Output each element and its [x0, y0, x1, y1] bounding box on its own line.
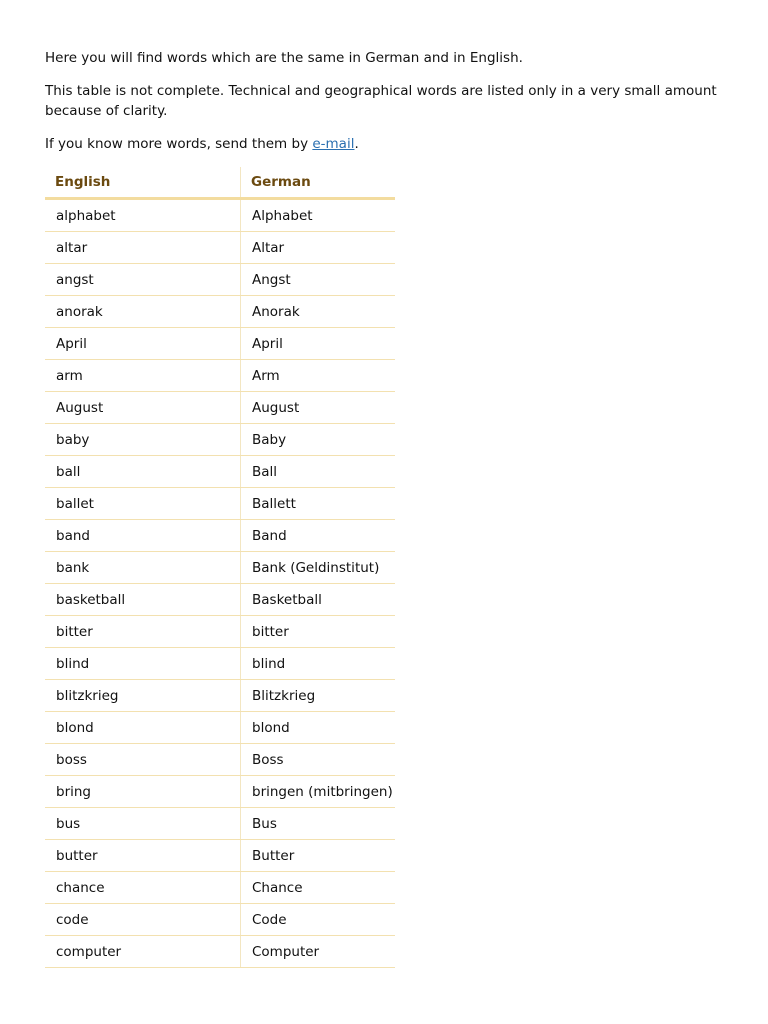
english-word-cell: basketball	[45, 584, 241, 616]
table-row	[45, 904, 395, 936]
intro-paragraph: Here you will find words which are the same in German and in English.	[45, 50, 523, 66]
table-row	[45, 424, 395, 456]
table-row	[45, 552, 395, 584]
contact-paragraph	[45, 134, 735, 154]
german-word-cell: bringen (mitbringen)	[241, 776, 396, 808]
table-row	[45, 808, 395, 840]
table-row	[45, 488, 395, 520]
table-row	[45, 872, 395, 904]
english-word-cell: alphabet	[45, 199, 241, 232]
english-word-cell: computer	[45, 936, 241, 968]
german-word-cell: bitter	[241, 616, 396, 648]
german-word-cell: blond	[241, 712, 396, 744]
contact-suffix: .	[354, 136, 359, 152]
english-word-cell: butter	[45, 840, 241, 872]
table-row	[45, 232, 395, 264]
german-word-cell: Ballett	[241, 488, 396, 520]
english-word-cell: band	[45, 520, 241, 552]
german-word-cell: Anorak	[241, 296, 396, 328]
table-row	[45, 456, 395, 488]
table-row	[45, 776, 395, 808]
english-word-cell: code	[45, 904, 241, 936]
english-word-cell: bitter	[45, 616, 241, 648]
english-word-cell: ball	[45, 456, 241, 488]
german-word-cell: Ball	[241, 456, 396, 488]
german-word-cell: Arm	[241, 360, 396, 392]
german-word-cell: April	[241, 328, 396, 360]
english-word-cell: altar	[45, 232, 241, 264]
contact-text: If you know more words, send them by	[45, 136, 313, 152]
table-row	[45, 936, 395, 968]
german-word-cell: Chance	[241, 872, 396, 904]
german-word-cell: Boss	[241, 744, 396, 776]
english-word-cell: baby	[45, 424, 241, 456]
german-word-cell: August	[241, 392, 396, 424]
english-word-cell: chance	[45, 872, 241, 904]
table-row	[45, 648, 395, 680]
english-word-cell: blind	[45, 648, 241, 680]
english-word-cell: blitzkrieg	[45, 680, 241, 712]
table-row	[45, 840, 395, 872]
german-word-cell: Alphabet	[241, 199, 396, 232]
header-english: English	[45, 167, 241, 199]
german-word-cell: Angst	[241, 264, 396, 296]
english-word-cell: boss	[45, 744, 241, 776]
german-word-cell: Blitzkrieg	[241, 680, 396, 712]
german-word-cell: Altar	[241, 232, 396, 264]
english-word-cell: bus	[45, 808, 241, 840]
table-row	[45, 584, 395, 616]
english-word-cell: bring	[45, 776, 241, 808]
note-paragraph: This table is not complete. Technical and geographical words are listed only in a very small amount because of clarity.	[45, 83, 717, 119]
german-word-cell: Code	[241, 904, 396, 936]
german-word-cell: Band	[241, 520, 396, 552]
header-german: German	[241, 167, 396, 199]
table-row	[45, 744, 395, 776]
table-row	[45, 712, 395, 744]
document-page	[45, 48, 735, 968]
german-word-cell: Butter	[241, 840, 396, 872]
table-row	[45, 296, 395, 328]
german-word-cell: blind	[241, 648, 396, 680]
english-word-cell: bank	[45, 552, 241, 584]
english-word-cell: ballet	[45, 488, 241, 520]
table-row	[45, 392, 395, 424]
table-header-row	[45, 167, 395, 199]
table-row	[45, 616, 395, 648]
table-row	[45, 520, 395, 552]
english-word-cell: August	[45, 392, 241, 424]
german-word-cell: Basketball	[241, 584, 396, 616]
english-word-cell: angst	[45, 264, 241, 296]
english-word-cell: anorak	[45, 296, 241, 328]
word-table	[45, 167, 395, 968]
table-row	[45, 199, 395, 232]
english-word-cell: April	[45, 328, 241, 360]
english-word-cell: blond	[45, 712, 241, 744]
table-row	[45, 328, 395, 360]
email-link[interactable]: e-mail	[312, 136, 355, 152]
table-row	[45, 360, 395, 392]
table-row	[45, 264, 395, 296]
table-body	[45, 199, 395, 968]
english-word-cell: arm	[45, 360, 241, 392]
german-word-cell: Bus	[241, 808, 396, 840]
german-word-cell: Baby	[241, 424, 396, 456]
german-word-cell: Bank (Geldinstitut)	[241, 552, 396, 584]
german-word-cell: Computer	[241, 936, 396, 968]
table-row	[45, 680, 395, 712]
